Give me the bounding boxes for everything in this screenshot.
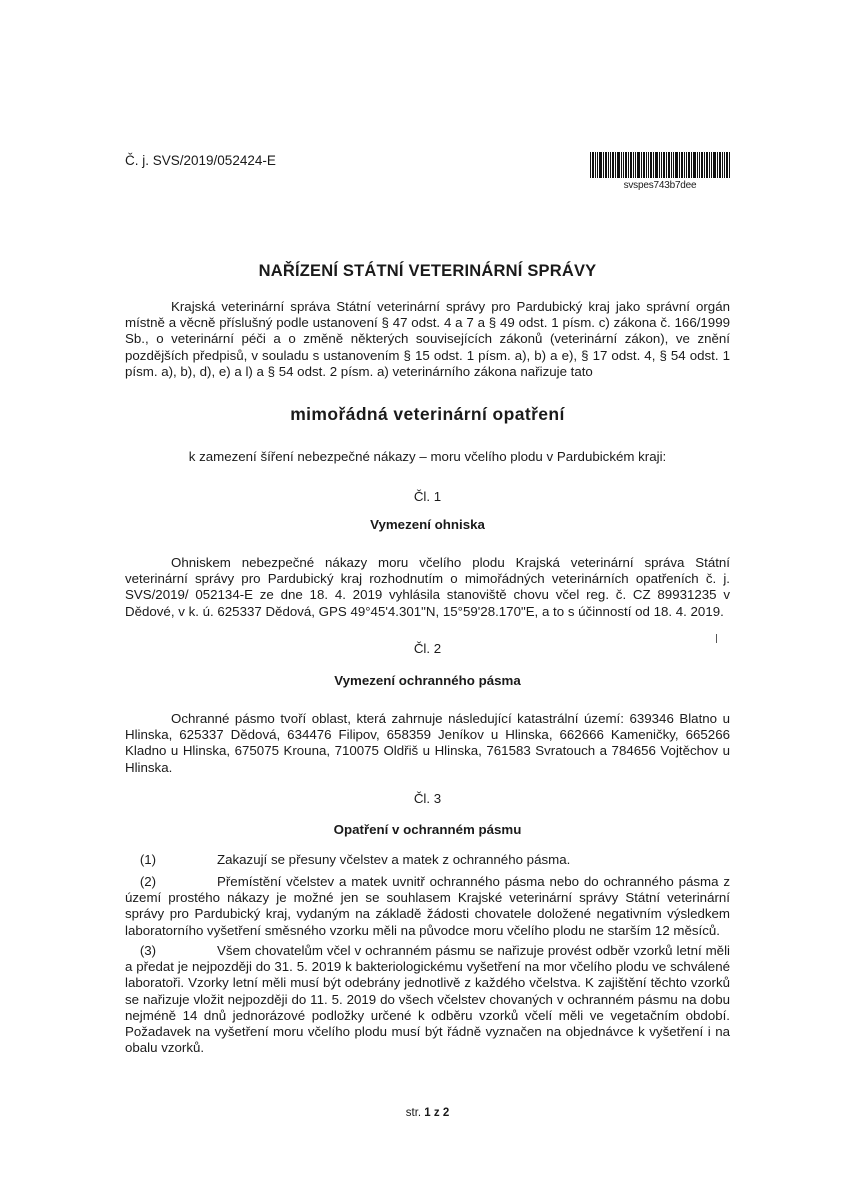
article-1-heading: Vymezení ohniska — [370, 517, 485, 532]
item-3-text: Všem chovatelům včel v ochranném pásmu se nařizuje provést odběr vzorků letní měli a předat je nejpozději do 31. 5. 2019 k bakteriologickému vyšetření na mor včelího plodu ve schválené laboratoři. Vzorky letní měli musí být odebrány jednotlivě z každého včelstva. K zajištění těchto vzorků se nařizuje vložit nejpozději do 11. 5. 2019 do všech včelstev chovaných v ochranném pásmu na dobu nejméně 14 dnů jednorázové podložky určené k odběru vzorků včelí měli ve vegetačním období. Požadavek na vyšetření moru včelího plodu musí být řádně vyznačen na objednávce k vyšetření i na obalu vzorků. — [125, 943, 730, 1056]
barcode-caption: svspes743b7dee — [623, 180, 697, 191]
reference-number: Č. j. SVS/2019/052424-E — [125, 153, 276, 168]
article-2-text: Ochranné pásmo tvoří oblast, která zahrnuje následující katastrální území: 639346 Blatno u Hlinska, 625337 Dědová, 634476 Filipov, 658359 Jeníkov u Hlinska, 662666 Kameničky, 665266 Kladno u Hlinska, 675075 Krouna, 710075 Oldřiš u Hlinska, 761583 Svratouch a 784656 Vojtěchov u Hlinska. — [125, 711, 730, 775]
article-2-number: Čl. 2 — [413, 641, 442, 656]
item-2-number: (2) — [139, 874, 157, 889]
page-number: 1 z 2 — [424, 1107, 450, 1119]
measures-subtitle: mimořádná veterinární opatření — [290, 404, 565, 424]
article-1-number: Čl. 1 — [413, 489, 442, 504]
item-3-number: (3) — [139, 943, 157, 958]
article-3-item-2 — [125, 874, 730, 939]
article-3-item-3 — [125, 943, 730, 1056]
footer-prefix: str. — [405, 1107, 425, 1119]
purpose-line: k zamezení šíření nebezpečné nákazy – moru včelího plodu v Pardubickém kraji: — [188, 449, 667, 464]
intro-paragraph: Krajská veterinární správa Státní veterinární správy pro Pardubický kraj jako správní orgán místně a věcně příslušný podle ustanovení § 47 odst. 4 a 7 a § 49 odst. 1 písm. c) zákona č. 166/1999 Sb., o veterinární péči a o změně některých souvisejících zákonů (veterinární zákon), ve znění pozdějších předpisů, v souladu s ustanovením § 15 odst. 1 písm. a), b) a e), § 17 odst. 4, § 54 odst. 1 písm. a), b), d), e) a l) a § 54 odst. 2 písm. a) veterinárního zákona nařizuje tato — [125, 299, 730, 379]
article-2-heading: Vymezení ochranného pásma — [334, 673, 521, 688]
item-1-number: (1) — [139, 852, 157, 867]
article-3-item-1 — [125, 852, 730, 868]
page-footer — [125, 1107, 730, 1119]
article-3-number: Čl. 3 — [413, 791, 442, 806]
item-1-text: Zakazují se přesuny včelstev a matek z ochranného pásma. — [217, 852, 571, 867]
item-2-text: Přemístění včelstev a matek uvnitř ochranného pásma nebo do ochranného pásma z území prostého nákazy je možné jen se souhlasem Krajské veterinární správy Státní veterinární správy pro Pardubický kraj, vydaným na základě žádosti chovatele doložené negativním výsledkem laboratorního vyšetření směsného vzorku měli na původce moru včelího plodu ne starším 12 měsíců. — [125, 874, 730, 938]
article-3-heading: Opatření v ochranném pásmu — [333, 822, 522, 837]
document-title: NAŘÍZENÍ STÁTNÍ VETERINÁRNÍ SPRÁVY — [258, 262, 597, 280]
article-1-text: Ohniskem nebezpečné nákazy moru včelího plodu Krajská veterinární správa Státní veterinární správy pro Pardubický kraj rozhodnutím o mimořádných veterinárních opatřeních č. j. SVS/2019/ 052134-E ze dne 18. 4. 2019 vyhlásila stanoviště chovu včel reg. č. CZ 89931235 v Dědové, v k. ú. 625337 Dědová, GPS 49°45'4.301"N, 15°59'28.170"E, a to s účinností od 18. 4. 2019. — [125, 555, 730, 619]
barcode-image — [590, 152, 730, 178]
